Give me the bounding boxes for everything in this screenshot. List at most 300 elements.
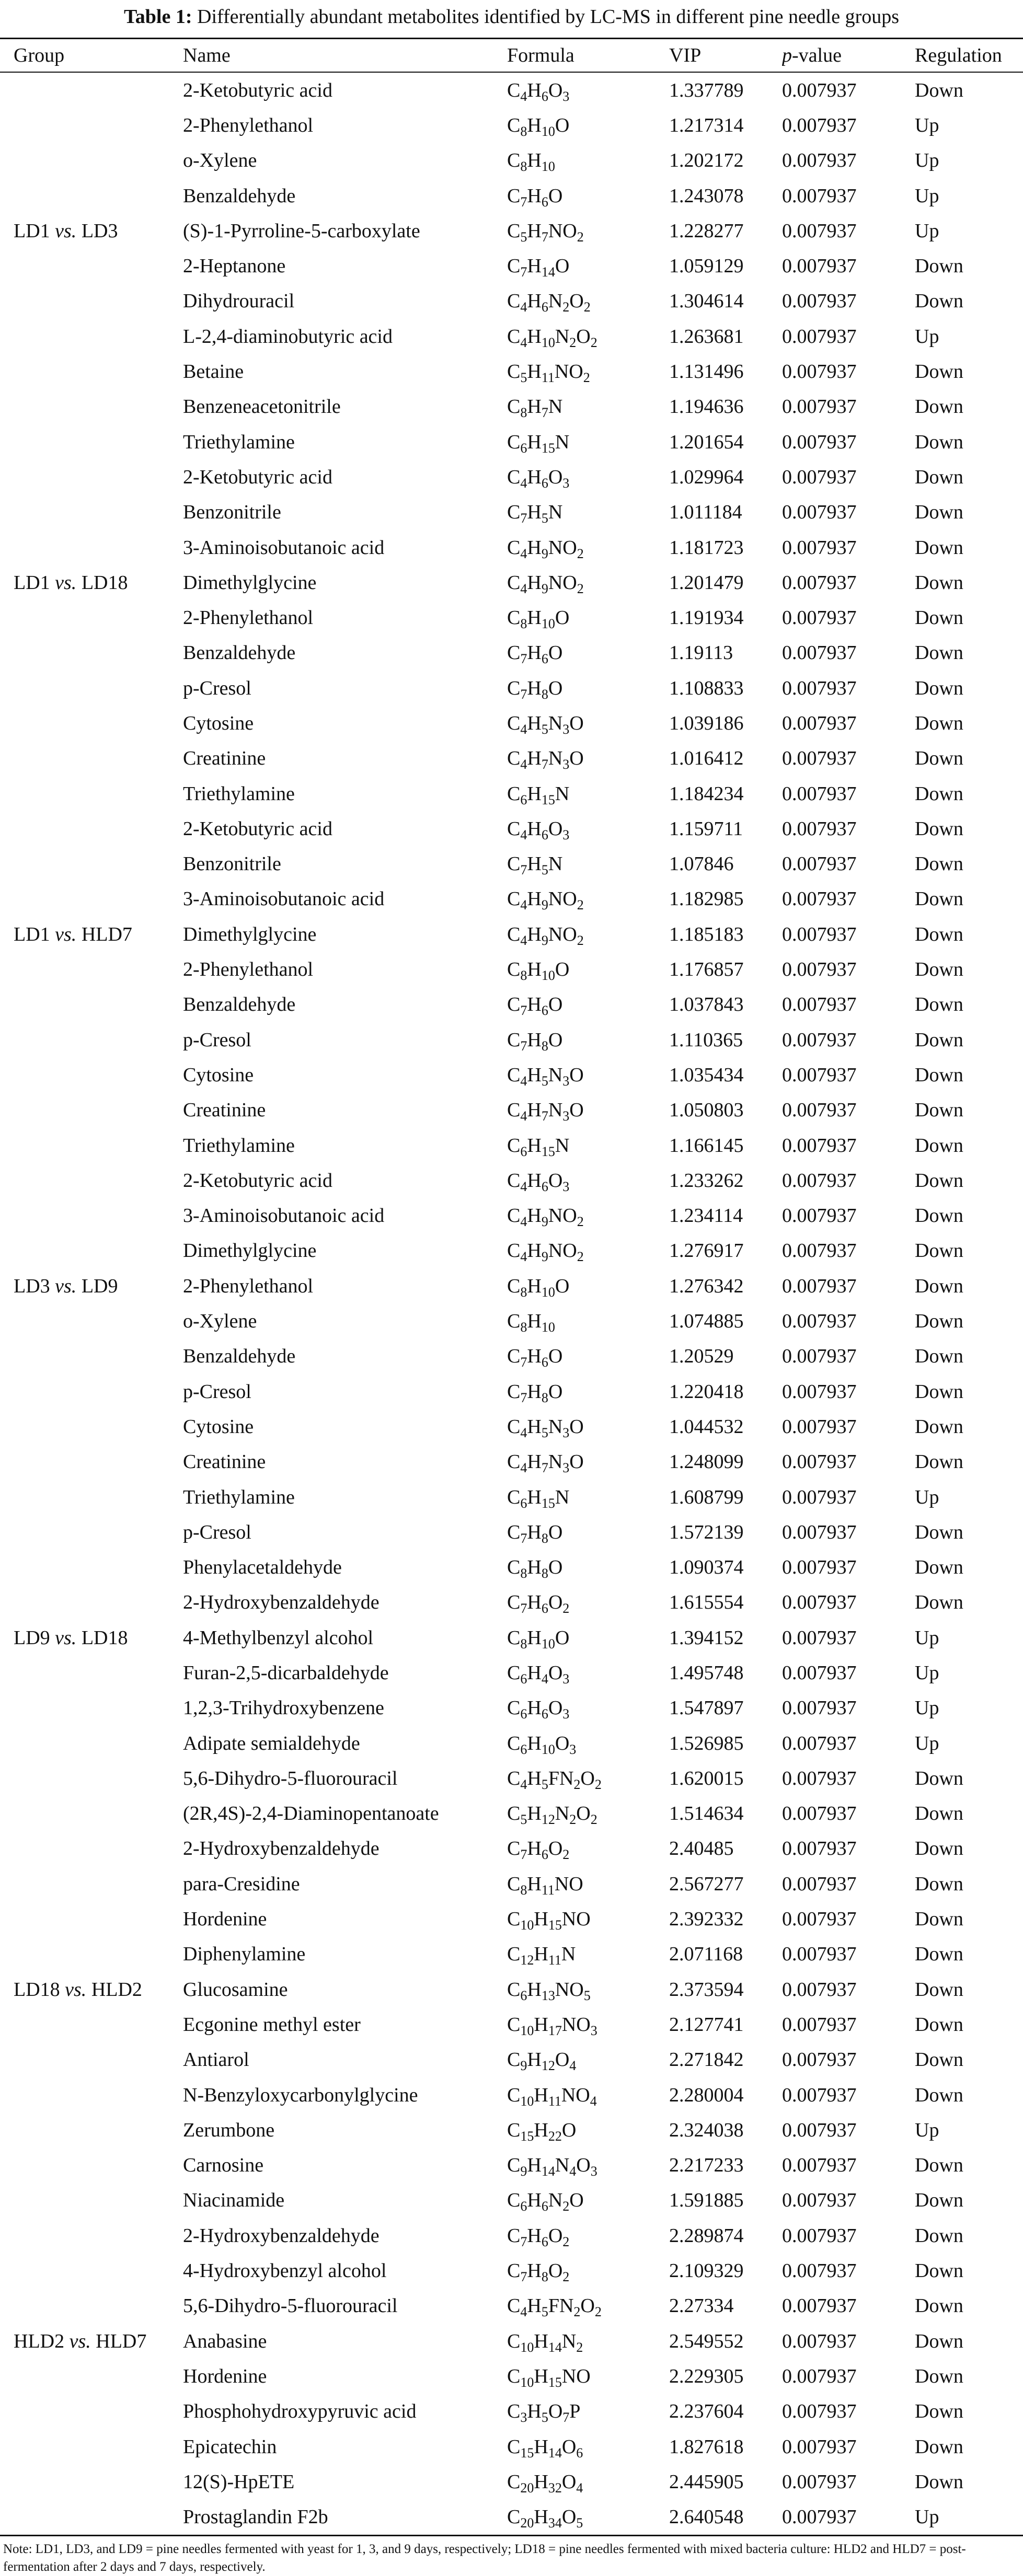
vip-value: 1.220418 (669, 1380, 744, 1403)
metabolite-formula: $C_8H_{11}NO$ (507, 1873, 583, 1898)
vip-value: 1.110365 (669, 1029, 743, 1051)
table-row (0, 2218, 1023, 2253)
metabolite-formula: $C_5H_{12}N_2O_2$ (507, 1803, 597, 1828)
table-row (0, 600, 1023, 635)
metabolite-formula: $C_4H_9NO_2$ (507, 536, 584, 561)
p-value: 0.007937 (782, 325, 857, 348)
vip-value: 1.608799 (669, 1486, 744, 1508)
regulation: Down (915, 431, 963, 453)
vip-value: 1.615554 (669, 1591, 744, 1614)
metabolite-formula: $C_6H_{15}N$ (507, 782, 570, 807)
vip-value: 1.620015 (669, 1767, 744, 1789)
regulation: Down (915, 2224, 963, 2247)
p-value: 0.007937 (782, 782, 857, 805)
group-label-b: HLD2 (91, 1978, 142, 2001)
vip-value: 2.392332 (669, 1908, 744, 1931)
p-value: 0.007937 (782, 1486, 857, 1508)
vip-value: 1.19113 (669, 642, 733, 664)
p-value: 0.007937 (782, 1240, 857, 1262)
group-label-a: HLD2 (14, 2330, 65, 2352)
group-cell (0, 2289, 183, 2324)
regulation: Down (915, 888, 963, 910)
metabolite-formula: $C_4H_5FN_2O_2$ (507, 1767, 602, 1792)
p-value: 0.007937 (782, 853, 857, 875)
metabolite-name: Dimethylglycine (183, 571, 317, 594)
p-value: 0.007937 (782, 149, 857, 172)
p-value: 0.007937 (782, 2365, 857, 2387)
group-cell (0, 2077, 183, 2112)
regulation: Down (915, 1134, 963, 1157)
p-value: 0.007937 (782, 1803, 857, 1825)
vip-value: 1.176857 (669, 958, 744, 981)
group-cell (0, 2148, 183, 2183)
metabolite-formula: $C_7H_8O$ (507, 1521, 563, 1546)
header-p-value (782, 39, 915, 72)
table-row (0, 1550, 1023, 1585)
table-row (0, 2499, 1023, 2534)
metabolite-formula: $C_8H_{10}O$ (507, 1275, 570, 1300)
table-row (0, 2042, 1023, 2077)
p-value: 0.007937 (782, 466, 857, 488)
table-row (0, 741, 1023, 776)
group-cell (0, 811, 183, 846)
metabolite-formula: $C_{15}H_{22}O$ (507, 2119, 577, 2144)
header-p-italic: p (782, 44, 792, 66)
table-row (0, 1093, 1023, 1128)
group-cell (0, 847, 183, 882)
p-value: 0.007937 (782, 431, 857, 453)
p-value: 0.007937 (782, 1205, 857, 1227)
vip-value: 1.201654 (669, 431, 744, 453)
table-body (0, 72, 1023, 2535)
regulation: Down (915, 712, 963, 734)
caption-text: Differentially abundant metabolites identified by LC-MS in different pine needle groups (197, 6, 900, 28)
metabolite-formula: $C_7H_8O_2$ (507, 2260, 570, 2285)
metabolite-formula: $C_{20}H_{32}O_4$ (507, 2470, 583, 2496)
p-value: 0.007937 (782, 114, 857, 136)
group-cell (0, 1198, 183, 1233)
metabolite-name: Adipate semialdehyde (183, 1732, 360, 1754)
table-caption (0, 0, 1023, 38)
p-value: 0.007937 (782, 2224, 857, 2247)
vip-value: 1.276342 (669, 1275, 744, 1297)
regulation: Down (915, 79, 963, 101)
group-label-a: LD18 (14, 1978, 60, 2001)
vip-value: 1.526985 (669, 1732, 744, 1754)
vip-value: 1.044532 (669, 1415, 744, 1438)
metabolite-name: L-2,4-diaminobutyric acid (183, 325, 393, 348)
group-cell (0, 2464, 183, 2499)
metabolite-formula: $C_6H_{15}N$ (507, 1486, 570, 1511)
metabolite-name: p-Cresol (183, 1029, 251, 1051)
p-value: 0.007937 (782, 536, 857, 559)
p-value: 0.007937 (782, 1591, 857, 1614)
vip-value: 1.059129 (669, 255, 744, 278)
table-row (0, 424, 1023, 459)
metabolite-formula: $C_8H_{10}O$ (507, 958, 570, 984)
metabolite-formula: $C_7H_6O_2$ (507, 1838, 570, 1863)
metabolite-name: Cytosine (183, 1415, 254, 1438)
group-cell (0, 1972, 183, 2007)
group-cell (0, 1620, 183, 1655)
table-row (0, 2324, 1023, 2359)
metabolite-name: Betaine (183, 361, 244, 383)
metabolite-name: Cytosine (183, 1064, 254, 1086)
vip-value: 1.572139 (669, 1521, 744, 1543)
group-cell (0, 1339, 183, 1374)
metabolite-formula: $C_7H_8O$ (507, 1380, 563, 1405)
metabolite-table (0, 39, 1023, 2535)
metabolite-formula: $C_{15}H_{14}O_6$ (507, 2435, 583, 2461)
regulation: Down (915, 1521, 963, 1543)
metabolite-name: p-Cresol (183, 1380, 251, 1403)
p-value: 0.007937 (782, 184, 857, 207)
metabolite-name: Benzaldehyde (183, 994, 296, 1016)
group-cell (0, 2007, 183, 2042)
regulation: Down (915, 1451, 963, 1473)
group-vs: vs. (55, 220, 77, 242)
metabolite-name: o-Xylene (183, 1310, 257, 1333)
metabolite-name: Ecgonine methyl ester (183, 2013, 361, 2036)
metabolite-formula: $C_7H_6O$ (507, 994, 563, 1019)
group-cell (0, 2394, 183, 2429)
table-row (0, 2394, 1023, 2429)
vip-value: 1.248099 (669, 1451, 744, 1473)
metabolite-name: Antiarol (183, 2049, 249, 2071)
metabolite-name: 2-Phenylethanol (183, 607, 314, 629)
table-row (0, 1198, 1023, 1233)
table-row (0, 1691, 1023, 1726)
group-cell (0, 1409, 183, 1444)
group-cell (0, 1550, 183, 1585)
regulation: Down (915, 501, 963, 524)
metabolite-formula: $C_7H_6O_2$ (507, 2224, 570, 2249)
group-cell (0, 1831, 183, 1866)
header-group: Group (0, 39, 183, 72)
table-row (0, 882, 1023, 917)
metabolite-name: (S)-1-Pyrroline-5-carboxylate (183, 220, 420, 242)
metabolite-name: 2-Phenylethanol (183, 958, 314, 981)
table-row (0, 178, 1023, 213)
table-header (0, 39, 1023, 72)
metabolite-formula: $C_9H_{14}N_4O_3$ (507, 2154, 597, 2179)
metabolite-formula: $C_4H_7N_3O$ (507, 1099, 584, 1124)
group-label-b: LD18 (81, 1626, 128, 1649)
vip-value: 1.547897 (669, 1697, 744, 1719)
regulation: Down (915, 571, 963, 594)
table-row (0, 530, 1023, 565)
metabolite-name: 2-Hydroxybenzaldehyde (183, 2224, 380, 2247)
p-value: 0.007937 (782, 1415, 857, 1438)
regulation: Down (915, 2154, 963, 2177)
group-cell (0, 143, 183, 178)
p-value: 0.007937 (782, 2506, 857, 2528)
metabolite-formula: $C_4H_9NO_2$ (507, 923, 584, 948)
regulation: Down (915, 2260, 963, 2282)
group-cell (0, 530, 183, 565)
regulation: Down (915, 2189, 963, 2212)
vip-value: 2.27334 (669, 2295, 734, 2317)
group-vs: vs. (69, 2330, 91, 2352)
p-value: 0.007937 (782, 1345, 857, 1368)
regulation: Up (915, 325, 939, 348)
table-row (0, 917, 1023, 952)
metabolite-name: Benzonitrile (183, 853, 281, 875)
table-row (0, 565, 1023, 600)
group-cell (0, 1128, 183, 1163)
metabolite-name: N-Benzyloxycarbonylglycine (183, 2084, 418, 2106)
table-row (0, 1163, 1023, 1198)
vip-value: 1.495748 (669, 1662, 744, 1684)
p-value: 0.007937 (782, 1169, 857, 1192)
metabolite-formula: $C_5H_{11}NO_2$ (507, 361, 590, 386)
regulation: Down (915, 1240, 963, 1262)
p-value: 0.007937 (782, 2330, 857, 2352)
vip-value: 2.229305 (669, 2365, 744, 2387)
group-cell (0, 459, 183, 494)
metabolite-name: 2-Ketobutyric acid (183, 817, 332, 840)
group-cell (0, 1515, 183, 1550)
p-value: 0.007937 (782, 571, 857, 594)
regulation: Down (915, 2013, 963, 2036)
table-row (0, 72, 1023, 108)
group-cell (0, 671, 183, 706)
p-value: 0.007937 (782, 1134, 857, 1157)
metabolite-formula: $C_3H_5O_7P$ (507, 2400, 581, 2425)
vip-value: 1.07846 (669, 853, 734, 875)
metabolite-name: Creatinine (183, 747, 266, 770)
metabolite-formula: $C_6H_{13}NO_5$ (507, 1978, 591, 2003)
p-value: 0.007937 (782, 817, 857, 840)
metabolite-formula: $C_4H_6O_3$ (507, 466, 570, 491)
header-vip: VIP (669, 39, 782, 72)
regulation: Down (915, 396, 963, 418)
group-vs: vs. (55, 923, 77, 945)
group-cell (0, 1726, 183, 1761)
metabolite-formula: $C_7H_8O$ (507, 1029, 563, 1054)
regulation: Down (915, 2435, 963, 2458)
regulation: Up (915, 2506, 939, 2528)
vip-value: 1.201479 (669, 571, 744, 594)
metabolite-formula: $C_4H_5N_3O$ (507, 1064, 584, 1089)
table-row (0, 811, 1023, 846)
table-row (0, 671, 1023, 706)
table-row (0, 1866, 1023, 1901)
table-row (0, 2148, 1023, 2183)
table-note: Note: LD1, LD3, and LD9 = pine needles fermented with yeast for 1, 3, and 9 days, respectively; LD18 = pine needles fermented with mixed bacteria culture: HLD2 and HLD7 = post-fermentation after 2 days and 7 days, respectively. (0, 2535, 1023, 2576)
metabolite-formula: $C_8H_{10}O$ (507, 114, 570, 139)
regulation: Up (915, 2119, 939, 2141)
metabolite-name: 2-Phenylethanol (183, 114, 314, 136)
p-value: 0.007937 (782, 501, 857, 524)
metabolite-formula: $C_4H_6N_2O_2$ (507, 290, 591, 315)
metabolite-name: Triethylamine (183, 782, 295, 805)
group-cell (0, 213, 183, 248)
regulation: Down (915, 1169, 963, 1192)
table-row (0, 2289, 1023, 2324)
metabolite-name: p-Cresol (183, 677, 251, 699)
group-cell (0, 1585, 183, 1620)
vip-value: 1.039186 (669, 712, 744, 734)
vip-value: 1.011184 (669, 501, 742, 524)
metabolite-name: Cytosine (183, 712, 254, 734)
group-cell (0, 2112, 183, 2147)
group-cell (0, 600, 183, 635)
table-container (0, 38, 1023, 2535)
vip-value: 2.40485 (669, 1838, 734, 1860)
regulation: Down (915, 2330, 963, 2352)
metabolite-formula: $C_4H_{10}N_2O_2$ (507, 325, 597, 350)
metabolite-formula: $C_5H_7NO_2$ (507, 220, 584, 245)
regulation: Up (915, 149, 939, 172)
vip-value: 2.324038 (669, 2119, 744, 2141)
group-label-a: LD9 (14, 1626, 50, 1649)
metabolite-name: Epicatechin (183, 2435, 277, 2458)
table-row (0, 389, 1023, 424)
vip-value: 1.20529 (669, 1345, 734, 1368)
group-cell (0, 2042, 183, 2077)
table-row (0, 1233, 1023, 1268)
table-row (0, 2429, 1023, 2464)
table-row (0, 2359, 1023, 2394)
p-value: 0.007937 (782, 1380, 857, 1403)
table-row (0, 2007, 1023, 2042)
table-row (0, 1831, 1023, 1866)
regulation: Down (915, 1064, 963, 1086)
vip-value: 1.217314 (669, 114, 744, 136)
regulation: Down (915, 2470, 963, 2493)
table-row (0, 354, 1023, 389)
regulation: Up (915, 1697, 939, 1719)
table-row (0, 143, 1023, 178)
metabolite-name: 12(S)-HpETE (183, 2470, 295, 2493)
group-cell (0, 284, 183, 319)
vip-value: 1.234114 (669, 1205, 743, 1227)
metabolite-name: 2-Ketobutyric acid (183, 1169, 332, 1192)
group-label-a: LD1 (14, 923, 50, 945)
p-value: 0.007937 (782, 712, 857, 734)
vip-value: 1.184234 (669, 782, 744, 805)
table-row (0, 213, 1023, 248)
p-value: 0.007937 (782, 1767, 857, 1789)
metabolite-name: Benzaldehyde (183, 642, 296, 664)
group-cell (0, 917, 183, 952)
metabolite-name: para-Cresidine (183, 1873, 300, 1895)
table-row (0, 1303, 1023, 1338)
group-cell (0, 1866, 183, 1901)
p-value: 0.007937 (782, 1064, 857, 1086)
regulation: Down (915, 1345, 963, 1368)
table-row (0, 1796, 1023, 1831)
p-value: 0.007937 (782, 2084, 857, 2106)
metabolite-formula: $C_6H_{15}N$ (507, 1134, 570, 1159)
header-name: Name (183, 39, 507, 72)
group-label-b: HLD7 (81, 923, 132, 945)
table-row (0, 1515, 1023, 1550)
group-cell (0, 565, 183, 600)
p-value: 0.007937 (782, 2400, 857, 2423)
table-row (0, 776, 1023, 811)
metabolite-name: Benzonitrile (183, 501, 281, 524)
metabolite-name: Furan-2,5-dicarbaldehyde (183, 1662, 389, 1684)
metabolite-formula: $C_7H_8O$ (507, 677, 563, 702)
vip-value: 1.243078 (669, 184, 744, 207)
metabolite-name: Phosphohydroxypyruvic acid (183, 2400, 417, 2423)
metabolite-formula: $C_4H_5N_3O$ (507, 712, 584, 737)
table-row (0, 847, 1023, 882)
p-value: 0.007937 (782, 361, 857, 383)
regulation: Up (915, 1732, 939, 1754)
vip-value: 1.090374 (669, 1556, 744, 1579)
vip-value: 1.035434 (669, 1064, 744, 1086)
group-cell (0, 2218, 183, 2253)
p-value: 0.007937 (782, 2013, 857, 2036)
group-cell (0, 2183, 183, 2218)
group-label-b: LD9 (81, 1275, 118, 1297)
regulation: Down (915, 1205, 963, 1227)
metabolite-formula: $C_{12}H_{11}N$ (507, 1943, 576, 1968)
metabolite-formula: $C_6H_{15}N$ (507, 431, 570, 456)
regulation: Up (915, 1626, 939, 1649)
table-row (0, 1128, 1023, 1163)
group-cell (0, 495, 183, 530)
vip-value: 1.182985 (669, 888, 744, 910)
group-cell (0, 248, 183, 283)
metabolite-name: Triethylamine (183, 1486, 295, 1508)
group-cell (0, 2499, 183, 2534)
table-row (0, 1268, 1023, 1303)
metabolite-formula: $C_8H_{10}$ (507, 1310, 555, 1335)
metabolite-formula: $C_4H_9NO_2$ (507, 571, 584, 596)
metabolite-name: Glucosamine (183, 1978, 288, 2001)
metabolite-name: Creatinine (183, 1451, 266, 1473)
vip-value: 1.037843 (669, 994, 744, 1016)
regulation: Down (915, 1908, 963, 1931)
vip-value: 2.109329 (669, 2260, 744, 2282)
metabolite-formula: $C_{10}H_{17}NO_3$ (507, 2013, 597, 2038)
vip-value: 2.071168 (669, 1943, 743, 1966)
regulation: Down (915, 2049, 963, 2071)
p-value: 0.007937 (782, 1978, 857, 2001)
metabolite-formula: $C_{20}H_{34}O_5$ (507, 2506, 583, 2531)
group-cell (0, 1268, 183, 1303)
group-cell (0, 1163, 183, 1198)
regulation: Down (915, 466, 963, 488)
table-row (0, 1057, 1023, 1092)
p-value: 0.007937 (782, 1521, 857, 1543)
metabolite-formula: $C_4H_9NO_2$ (507, 1240, 584, 1265)
metabolite-name: 5,6-Dihydro-5-fluorouracil (183, 2295, 398, 2317)
metabolite-name: 3-Aminoisobutanoic acid (183, 1205, 385, 1227)
vip-value: 1.228277 (669, 220, 744, 242)
metabolite-name: Diphenylamine (183, 1943, 306, 1966)
regulation: Down (915, 1767, 963, 1789)
vip-value: 2.549552 (669, 2330, 744, 2352)
vip-value: 2.567277 (669, 1873, 744, 1895)
metabolite-name: 4-Methylbenzyl alcohol (183, 1626, 374, 1649)
metabolite-name: Niacinamide (183, 2189, 285, 2212)
p-value: 0.007937 (782, 2154, 857, 2177)
metabolite-name: (2R,4S)-2,4-Diaminopentanoate (183, 1803, 439, 1825)
vip-value: 1.074885 (669, 1310, 744, 1333)
regulation: Down (915, 1943, 963, 1966)
regulation: Down (915, 994, 963, 1016)
metabolite-formula: $C_7H_5N$ (507, 501, 563, 526)
metabolite-formula: $C_6H_6N_2O$ (507, 2189, 584, 2214)
table-row (0, 459, 1023, 494)
table-row (0, 1655, 1023, 1690)
metabolite-name: Dihydrouracil (183, 290, 295, 313)
